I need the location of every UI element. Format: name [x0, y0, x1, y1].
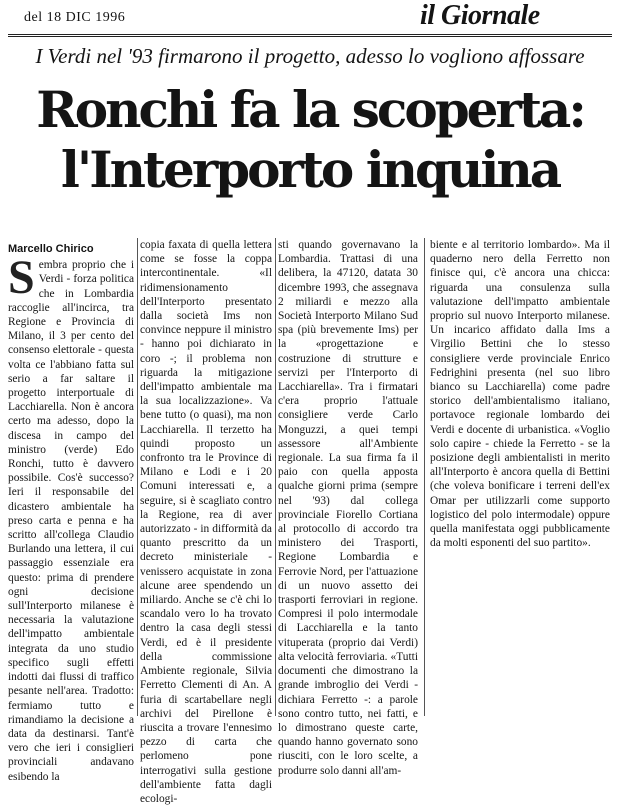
column-divider [424, 238, 425, 716]
drop-cap: S [8, 251, 35, 305]
column-divider [275, 238, 276, 716]
article-column-1 [8, 242, 134, 783]
article-column-3 [278, 238, 418, 777]
clipping-date: del 18 DIC 1996 [24, 10, 126, 25]
column-1-text: embra proprio che i Verdi - forza politica che in Lombardia raccoglie all'incirca, tra Regione e Provincia di Milano, il 3 per cento del consenso elettorale - questa volta ce l'abbiano fatta sul serio a far saltare il progetto interportuale di Lacchiarella. Non è ancora certo ma adesso, dopo la discesa in campo del ministro (verde) Edo Ronchi, tutto è davvero possibile. Cos'è successo? Ieri il responsabile del dicastero ambientale ha preso carta e penna e ha scritto all'collega Claudio Burlando una lettera, il cui passaggio essenziale era questo: prima di prendere ogni decisione sull'Interporto milanese è necessaria la valutazione dell'impatto ambientale integrata da uno studio specifico sugli effetti indotti dai flussi di traffico pesante nell'area. Tradotto: fermiamo tutto e rimandiamo la decisione a data da destinarsi. Tant'è vero che ieri i consiglieri provinciali andavano esibendo la [8, 259, 134, 783]
newspaper-masthead: il Giornale [420, 0, 540, 31]
column-divider [137, 238, 138, 716]
header-divider-2 [8, 36, 612, 37]
headline-line-2: l'Interporto inquina [60, 140, 560, 199]
column-3-text: sti quando governavano la Lombardia. Trattasi di una delibera, la 47120, datata 30 dicembre 1993, che assegnava 2 miliardi e mezzo alla Società Interporto Milano Sud spa (più brevemente Ims) per la «progettazione e costruzione di strutture e servizi per l'Interporto di Lacchiarella». Tra i firmatari c'era proprio l'attuale consigliere verde Carlo Monguzzi, a quei tempi assessore all'Ambiente regionale. La sua firma fa il paio con quella apposta qualche giorni prima (sempre nel '93) dal collega provinciale Fiorello Cortiana al protocollo di accordo tra ministero dei Trasporti, Regione Lombardia e Ferrovie Nord, per l'attuazione di un nuovo assetto dei trasporti ferroviari in regione. Compresi il polo intermodale di Lacchiarella e la tanto vituperata (proprio dai Verdi) alta velocità ferroviaria. «Tutti documenti che dimostrano la grande imbroglio dei Verdi - dichiara Ferretto -: a parole sono contro tutto, nei fatti, e lo dimostrano queste carte, quando hanno governato sono riusciti, con le loro scelte, a produrre solo danni all'am- [278, 239, 418, 777]
header-divider [8, 34, 612, 35]
article-kicker: I Verdi nel '93 firmarono il progetto, adesso lo vogliono affossare [35, 44, 585, 68]
article-headline [10, 80, 610, 200]
column-2-text: copia faxata di quella lettera come se fosse la coppa intercontinentale. «Il ridimensionamento dell'Interporto presentato dalla società Ims non convince neppure il ministro - hanno poi dichiarato in coro -; il problema non riguarda la mitigazione dell'impatto ambientale ma la sua localizzazione». Va bene tutto (o quasi), ma non Lacchiarella. Il terzetto ha quindi proposto un confronto tra le Province di Milano e Lodi e i 20 Comuni interessati e, a seguire, si è scagliato contro la Regione, rea di aver autorizzato - in difformità da quanto prescritto da un decreto ministeriale - venissero acquistate in zona alcune aree spendendo un miliardo. Anche se c'è chi lo scandalo vero lo ha trovato dentro la casa degli stessi Verdi, ed è il presidente della commissione Ambiente regionale, Silvia Ferretto Clementi di An. A furia di scartabellare negli archivi del Pirellone è riuscita a trovare l'ennesimo pezzo di carta che perlomeno pone interrogativi sulla gestione dell'ambiente fatta dagli ecologi- [140, 239, 272, 805]
column-4-text: biente e al territorio lombardo». Ma il quaderno nero della Ferretto non finisce qui, c'è ancora una chicca: riguarda una consulenza sulla valutazione dell'impatto ambientale proprio sul nuovo Interporto milanese. Un incarico affidato dalla Ims a Virgilio Bettini che lo stesso consigliere verde provinciale Enrico Fedrighini presenta (nel suo libro bianco su Lacchiarella) come padre storico dell'ambientalismo italiano, portavoce regionale lombardo dei Verdi e docente di urbanistica. «Voglio solo capire - chiede la Ferretto - se la posizione degli ambientalisti in merito all'Interporto è ancora quella di Bettini (che voleva bonificare i terreni dell'ex Omar per utilizzarli come supporto logistico del polo intermodale) oppure quella manifestata oggi pubblicamente da molti esponenti del suo partito». [430, 239, 610, 550]
byline: Marcello Chirico [8, 243, 94, 255]
headline-line-1: Ronchi fa la scoperta: [36, 80, 584, 139]
article-column-4 [430, 238, 610, 716]
article-column-2 [140, 238, 272, 805]
page-header [0, 0, 620, 34]
